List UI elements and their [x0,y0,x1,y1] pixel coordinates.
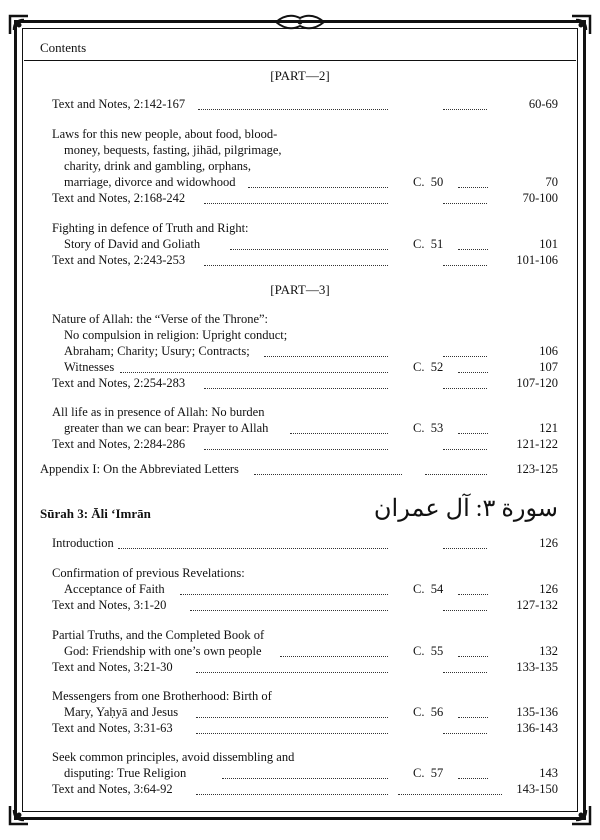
chapter-ref: C. 50 [413,175,444,189]
page-number: 121-122 [516,437,558,451]
leader-dots [443,723,487,734]
entry-text: Story of David and Goliath [64,237,201,251]
corner-ornament-icon [570,804,592,826]
header-divider [24,60,576,61]
page-number: 107-120 [516,376,558,390]
leader-dots [443,99,487,110]
leader-dots [458,423,488,434]
page-number: 106 [539,344,558,358]
entry-text: Fighting in defence of Truth and Right: [52,221,249,235]
entry-text: Text and Notes, 2:142-167 [52,97,186,111]
page-number: 101 [539,237,558,251]
entry-text: Abraham; Charity; Usury; Contracts; [64,344,250,358]
entry-text: Text and Notes, 3:64-92 [52,782,173,796]
page-number: 121 [539,421,558,435]
entry-text: Acceptance of Faith [64,582,165,596]
entry-text: All life as in presence of Allah: No burden [52,405,265,419]
leader-dots [196,723,388,734]
leader-dots [425,464,487,475]
entry-text: disputing: True Religion [64,766,187,780]
leader-dots [443,193,487,204]
entry-text: Introduction [52,536,114,550]
entry-text: Text and Notes, 2:254-283 [52,376,186,390]
leader-dots [290,423,388,434]
entry-text: Appendix I: On the Abbreviated Letters [40,462,239,476]
leader-dots [196,707,388,718]
chapter-ref: C. 55 [413,644,444,658]
chapter-ref: C. 51 [413,237,444,251]
page-number: 70 [545,175,558,189]
entry-text: Text and Notes, 3:21-30 [52,660,173,674]
leader-dots [190,600,388,611]
leader-dots [443,600,487,611]
part-heading: [PART—3] [270,282,330,297]
entry-text: Partial Truths, and the Completed Book of [52,628,265,642]
leader-dots [264,346,388,357]
entry-text: marriage, divorce and widowhood [64,175,236,189]
leader-dots [398,784,502,795]
corner-ornament-icon [8,804,30,826]
leader-dots [458,768,488,779]
page-number: 143 [539,766,558,780]
entry-text: God: Friendship with one’s own people [64,644,262,658]
leader-dots [222,768,388,779]
page-number: 126 [539,536,558,550]
leader-dots [204,193,388,204]
leader-dots [443,439,487,450]
page-number: 135-136 [516,705,558,719]
entry-text: Laws for this new people, about food, blood- [52,127,278,141]
part-heading: [PART—2] [270,68,330,83]
page-number: 133-135 [516,660,558,674]
page-number: 60-69 [528,97,558,111]
entry-text: Seek common principles, avoid dissembling and [52,750,295,764]
chapter-ref: C. 53 [413,421,444,435]
surah-arabic-title: سورة ٣: آل عمران [373,496,558,522]
entry-text: Witnesses [64,360,115,374]
leader-dots [458,707,488,718]
leader-dots [443,255,487,266]
page-number: 123-125 [516,462,558,476]
page-number: 136-143 [516,721,558,735]
page-number: 107 [539,360,558,374]
leader-dots [458,177,488,188]
leader-dots [248,177,388,188]
chapter-ref: C. 52 [413,360,444,374]
page-header: Contents [40,40,87,55]
leader-dots [443,346,487,357]
page-number: 127-132 [516,598,558,612]
leader-dots [120,362,388,373]
leader-dots [254,464,402,475]
leader-dots [204,378,388,389]
entry-text: Confirmation of previous Revelations: [52,566,245,580]
leader-dots [443,538,487,549]
chapter-ref: C. 57 [413,766,444,780]
leader-dots [196,662,388,673]
corner-ornament-icon [8,14,30,36]
entry-text: Messengers from one Brotherhood: Birth of [52,689,272,703]
leader-dots [458,646,488,657]
leader-dots [443,662,487,673]
leader-dots [458,239,488,250]
entry-text: Text and Notes, 2:284-286 [52,437,186,451]
chapter-ref: C. 54 [413,582,444,596]
leader-dots [204,439,388,450]
entry-text: greater than we can bear: Prayer to Allah [64,421,269,435]
page-number: 132 [539,644,558,658]
leader-dots [443,378,487,389]
entry-text: Text and Notes, 2:168-242 [52,191,186,205]
page-number: 143-150 [516,782,558,796]
entry-text: Mary, Yaḥyā and Jesus [64,705,179,719]
entry-text: Text and Notes, 3:31-63 [52,721,173,735]
leader-dots [118,538,388,549]
leader-dots [196,784,388,795]
page-number: 126 [539,582,558,596]
page-number: 101-106 [516,253,558,267]
chapter-ref: C. 56 [413,705,444,719]
entry-text: money, bequests, fasting, jihād, pilgrimage, [64,143,282,157]
leader-dots [458,362,488,373]
corner-ornament-icon [570,14,592,36]
leader-dots [458,584,488,595]
entry-text: No compulsion in religion: Upright conduct; [64,328,288,342]
leader-dots [204,255,388,266]
leader-dots [198,99,388,110]
entry-text: Text and Notes, 3:1-20 [52,598,167,612]
leader-dots [280,646,388,657]
top-ornament-icon [274,12,326,32]
page-number: 70-100 [522,191,558,205]
entry-text: charity, drink and gambling, orphans, [64,159,251,173]
leader-dots [230,239,388,250]
surah-heading: Sūrah 3: Āli ‘Imrān [40,506,151,521]
entry-text: Nature of Allah: the “Verse of the Throne”: [52,312,269,326]
entry-text: Text and Notes, 2:243-253 [52,253,186,267]
leader-dots [180,584,388,595]
